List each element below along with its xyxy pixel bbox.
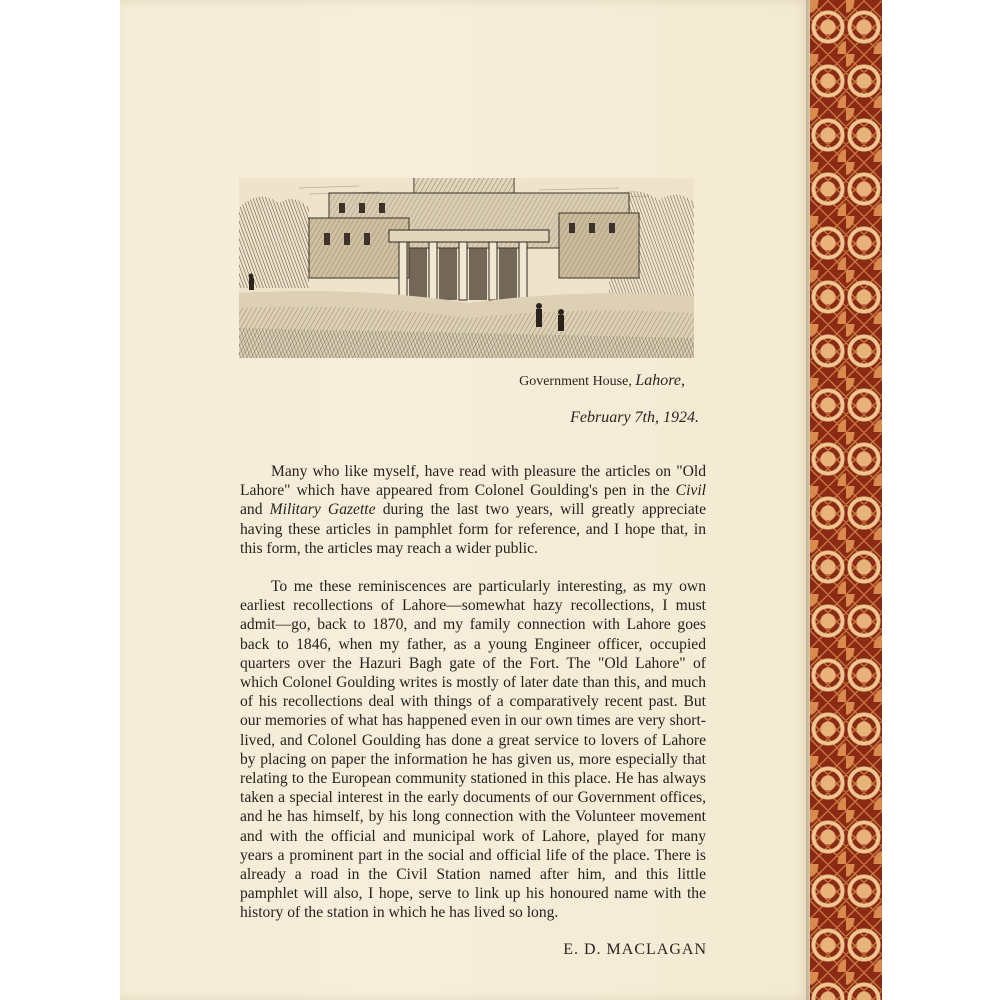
caption-place: Lahore, — [635, 372, 685, 389]
italic-text: Military Gazette — [269, 501, 376, 519]
marbled-binding-edge — [810, 0, 882, 1000]
government-house-engraving — [239, 178, 694, 358]
caption-prefix: Government House, — [519, 374, 632, 389]
signature: E. D. MACLAGAN — [563, 941, 707, 958]
letter-body — [240, 462, 706, 942]
paragraph — [240, 577, 706, 923]
letter-date: February 7th, 1924. — [570, 409, 699, 426]
paragraph-text: and — [240, 501, 270, 519]
paragraph-text: To me these reminiscences are particularly interesting, as my own earliest recollections of Lahore—somewhat hazy recollections, I must admit—go, back to 1870, and my family connection with Lahore goes back to 1846, when my father, as a young Engineer officer, occupied quarters over the Hazuri Bagh gate of the Fort. The "Old Lahore" of which Colonel Goulding writes is mostly of later date than this, and much of his recollections deal with things of a comparatively recent past. But our memories of what has happened even in our own times are very short-lived, and Colonel Goulding has done a great service to lovers of Lahore by placing on paper the information he has given us, more especially that relating to the European community stationed in this place. He has always taken a special interest in the early documents of our Government offices, and he has himself, by his long connection with the Volunteer movement and with the official and municipal work of Lahore, played for many years a prominent part in the social and official life of the place. There is already a road in the Civil Station named after him, and this little pamphlet will also, I hope, serve to link up his honoured name with the history of the station in which he has lived so long. — [240, 578, 706, 922]
paragraph-text: during the last two years, will greatly appreciate having these articles in pamphlet form for reference, and I hope that, in this form, the articles may reach a wider public. — [240, 501, 707, 557]
paragraph — [240, 462, 706, 558]
engraving-illustration — [239, 178, 694, 358]
engraving-caption — [400, 372, 685, 390]
italic-text: Civil — [675, 482, 706, 500]
paragraph-text: Many who like myself, have read with pleasure the articles on "Old Lahore" which have appeared from Colonel Goulding's pen in the — [240, 463, 706, 500]
